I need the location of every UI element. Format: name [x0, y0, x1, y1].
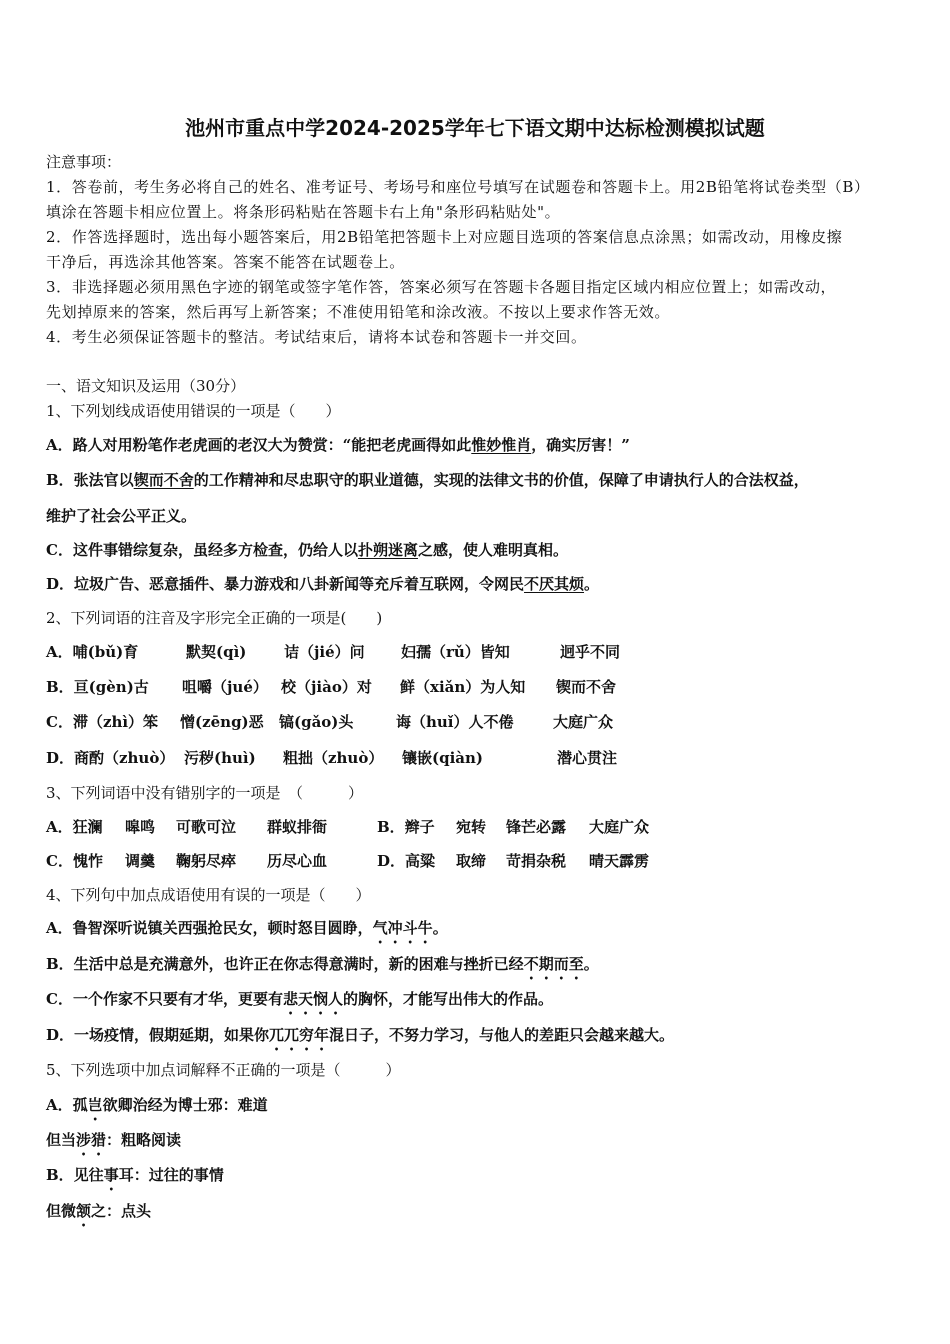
question-5-option-a: A．孤岂欲卿治经为博士邪：难道	[46, 1096, 268, 1114]
question-2-option-d-word: 污秽(huì)	[184, 749, 256, 767]
question-3-stem: 3、下列词语中没有错别字的一项是 （ ）	[46, 784, 364, 802]
question-3-option-a-word: 群蚁排衙	[267, 818, 328, 836]
question-2-option-b-word: 校（jiào）对	[281, 678, 372, 696]
question-1-option-a: A．路人对用粉笔作老虎画的老汉大为赞赏：“能把老虎画得如此惟妙惟肖，确实厉害！”	[46, 436, 630, 454]
question-3-option-b-word: 宛转	[456, 818, 487, 836]
question-5-option-b: B．见往事耳：过往的事情	[46, 1166, 224, 1184]
question-3-option-a-word: 嗥鸣	[125, 818, 156, 836]
question-2-option-b-word: 锲而不舍	[556, 678, 617, 696]
question-3-option-d-word: D．高粱	[377, 852, 436, 870]
question-3-option-a-word: 可歌可泣	[176, 818, 237, 836]
question-4-option-d: D．一场疫情，假期延期，如果你兀兀穷年混日子，不努力学习，与他人的差距只会越来越大。	[46, 1026, 675, 1044]
question-3-option-a-word: A．狂澜	[46, 818, 103, 836]
question-2-option-a-word: 妇孺（rǔ）皆知	[401, 643, 510, 661]
question-3-option-b-word: 大庭广众	[589, 818, 650, 836]
page-title: 池州市重点中学2024-2025学年七下语文期中达标检测模拟试题	[185, 116, 765, 140]
question-4-option-a: A．鲁智深听说镇关西强抢民女，顿时怒目圆睁，气冲斗牛。	[46, 919, 448, 937]
question-3-option-c-word: C．愧怍	[46, 852, 103, 870]
question-2-option-a-word: 默契(qì)	[186, 643, 247, 661]
question-2-option-d-word: 潜心贯注	[557, 749, 618, 767]
question-3-option-c-word: 鞠躬尽瘁	[176, 852, 237, 870]
question-3-option-b-word: B．辫子	[377, 818, 435, 836]
notice-line: 1．答卷前，考生务必将自己的姓名、准考证号、考场号和座位号填写在试题卷和答题卡上。用2B铅笔将试卷类型（B）	[46, 178, 870, 196]
question-2-stem: 2、下列词语的注音及字形完全正确的一项是( )	[46, 609, 383, 627]
question-2-option-b-word: B．亘(gèn)古	[46, 678, 149, 696]
question-5-option-b-cont: 但微颔之：点头	[46, 1202, 152, 1220]
question-3-option-b-word: 锋芒必露	[506, 818, 567, 836]
question-2-option-c-word: C．滞（zhì）笨	[46, 713, 159, 731]
question-2-option-b-word: 鲜（xiǎn）为人知	[400, 678, 526, 696]
question-2-option-d-word: 粗拙（zhuò）	[283, 749, 384, 767]
question-4-option-b: B．生活中总是充满意外，也许正在你志得意满时，新的困难与挫折已经不期而至。	[46, 955, 599, 973]
question-2-option-a-word: 诘（jié）问	[284, 643, 365, 661]
notice-line: 干净后，再选涂其他答案。答案不能答在试题卷上。	[46, 253, 405, 271]
question-5-option-a-cont: 但当涉猎：粗略阅读	[46, 1131, 182, 1149]
question-2-option-c-word: 诲（huǐ）人不倦	[396, 713, 514, 731]
question-2-option-a-word: 迥乎不同	[560, 643, 621, 661]
notice-heading: 注意事项：	[46, 153, 122, 171]
notice-line: 3．非选择题必须用黑色字迹的钢笔或签字笔作答，答案必须写在答题卡各题目指定区域内相应位置上；如需改动，	[46, 278, 837, 296]
question-4-stem: 4、下列句中加点成语使用有误的一项是（ ）	[46, 886, 371, 904]
question-1-stem: 1、下列划线成语使用错误的一项是（ ）	[46, 402, 341, 420]
question-1-option-b-cont: 维护了社会公平正义。	[46, 507, 197, 525]
notice-line: 2．作答选择题时，选出每小题答案后，用2B铅笔把答题卡上对应题目选项的答案信息点涂黑；如需改动，用橡皮擦	[46, 228, 843, 246]
question-2-option-a-word: A．哺(bǔ)育	[46, 643, 139, 661]
question-5-stem: 5、下列选项中加点词解释不正确的一项是（ ）	[46, 1061, 401, 1079]
question-2-option-b-word: 咀嚼（jué）	[182, 678, 268, 696]
question-4-option-c: C．一个作家不只要有才华，更要有悲天悯人的胸怀，才能写出伟大的作品。	[46, 990, 553, 1008]
notice-line: 填涂在答题卡相应位置上。将条形码粘贴在答题卡右上角"条形码粘贴处"。	[46, 203, 561, 221]
question-1-option-c: C．这件事错综复杂，虽经多方检查，仍给人以扑朔迷离之感，使人难明真相。	[46, 541, 568, 559]
question-2-option-d-word: 镶嵌(qiàn)	[402, 749, 484, 767]
question-3-option-c-word: 调羹	[125, 852, 156, 870]
notice-line: 4．考生必须保证答题卡的整洁。考试结束后，请将本试卷和答题卡一并交回。	[46, 328, 587, 346]
question-2-option-d-word: D．商酌（zhuò）	[46, 749, 175, 767]
question-3-option-d-word: 苛捐杂税	[506, 852, 567, 870]
question-3-option-d-word: 晴天霹雳	[589, 852, 650, 870]
question-2-option-c-word: 憎(zēng)恶	[180, 713, 264, 731]
question-2-option-c-word: 镐(gǎo)头	[279, 713, 354, 731]
question-2-option-c-word: 大庭广众	[553, 713, 614, 731]
question-3-option-d-word: 取缔	[456, 852, 487, 870]
notice-line: 先划掉原来的答案，然后再写上新答案；不准使用铅笔和涂改液。不按以上要求作答无效。	[46, 303, 671, 321]
question-1-option-b: B．张法官以锲而不舍的工作精神和尽忠职守的职业道德，实现的法律文书的价值，保障了申请执行人的合法权益，	[46, 471, 809, 489]
section-heading: 一、语文知识及运用（30分）	[46, 377, 246, 395]
question-3-option-c-word: 历尽心血	[267, 852, 328, 870]
question-1-option-d: D．垃圾广告、恶意插件、暴力游戏和八卦新闻等充斥着互联网，令网民不厌其烦。	[46, 575, 600, 593]
